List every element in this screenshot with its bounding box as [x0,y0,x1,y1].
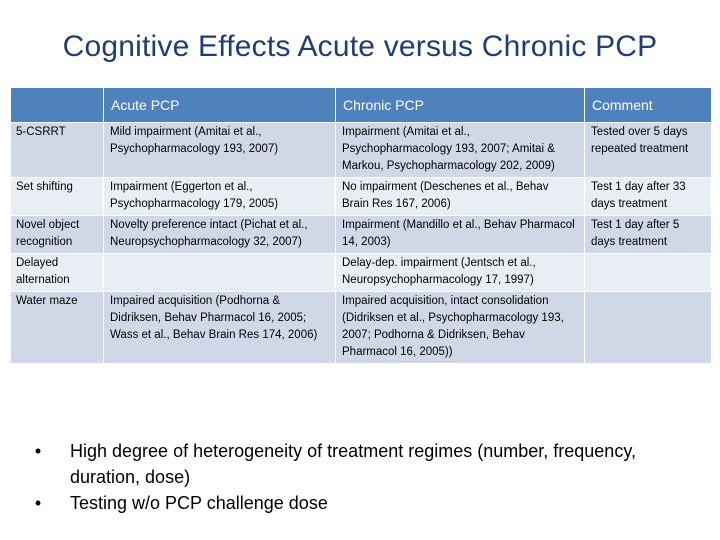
header-chronic-pcp: Chronic PCP [336,88,585,123]
table-row [11,123,712,178]
table-row [11,292,712,364]
comment-cell: Test 1 day after 33 days treatment [585,178,712,216]
bullet-item [28,438,688,490]
comment-cell: Test 1 day after 5 days treatment [585,216,712,254]
row-label: Novel object recognition [11,216,104,254]
bullet-text: Testing w/o PCP challenge dose [70,493,328,513]
bullet-dot-icon: • [34,493,42,513]
chronic-cell: Impaired acquisition, intact consolidation (Didriksen et al., Psychopharmacology 193, 2007; Podhorna & Didriksen, Behav Pharmacol 16, 2005)) [336,292,585,364]
slide-title: Cognitive Effects Acute versus Chronic PCP [62,30,658,63]
acute-cell: Novelty preference intact (Pichat et al., Neuropsychopharmacology 32, 2007) [104,216,336,254]
comparison-table [10,88,712,364]
comment-cell [585,254,712,292]
table-row [11,216,712,254]
row-label: Delayed alternation [11,254,104,292]
chronic-cell: Delay-dep. impairment (Jentsch et al., Neuropsychopharmacology 17, 1997) [336,254,585,292]
header-empty [11,88,104,123]
acute-cell: Mild impairment (Amitai et al., Psychopharmacology 193, 2007) [104,123,336,178]
chronic-cell: Impairment (Amitai et al., Psychopharmacology 193, 2007; Amitai & Markou, Psychopharmacology 202, 2009) [336,123,585,178]
acute-cell [104,254,336,292]
acute-cell: Impaired acquisition (Podhorna & Didriksen, Behav Pharmacol 16, 2005; Wass et al., Behav Brain Res 174, 2006) [104,292,336,364]
header-comment: Comment [585,88,712,123]
row-label: Set shifting [11,178,104,216]
chronic-cell: No impairment (Deschenes et al., Behav Brain Res 167, 2006) [336,178,585,216]
table-row [11,254,712,292]
bullet-item [28,490,688,516]
row-label: 5-CSRRT [11,123,104,178]
comment-cell [585,292,712,364]
header-acute-pcp: Acute PCP [104,88,336,123]
bullet-dot-icon: • [34,441,42,461]
row-label: Water maze [11,292,104,364]
comment-cell: Tested over 5 days repeated treatment [585,123,712,178]
table-row [11,178,712,216]
table-header-row [11,88,712,123]
acute-cell: Impairment (Eggerton et al., Psychopharmacology 179, 2005) [104,178,336,216]
bullet-list [28,438,688,516]
chronic-cell: Impairment (Mandillo et al., Behav Pharmacol 14, 2003) [336,216,585,254]
bullet-text: High degree of heterogeneity of treatment regimes (number, frequency, duration, dose) [70,441,636,487]
